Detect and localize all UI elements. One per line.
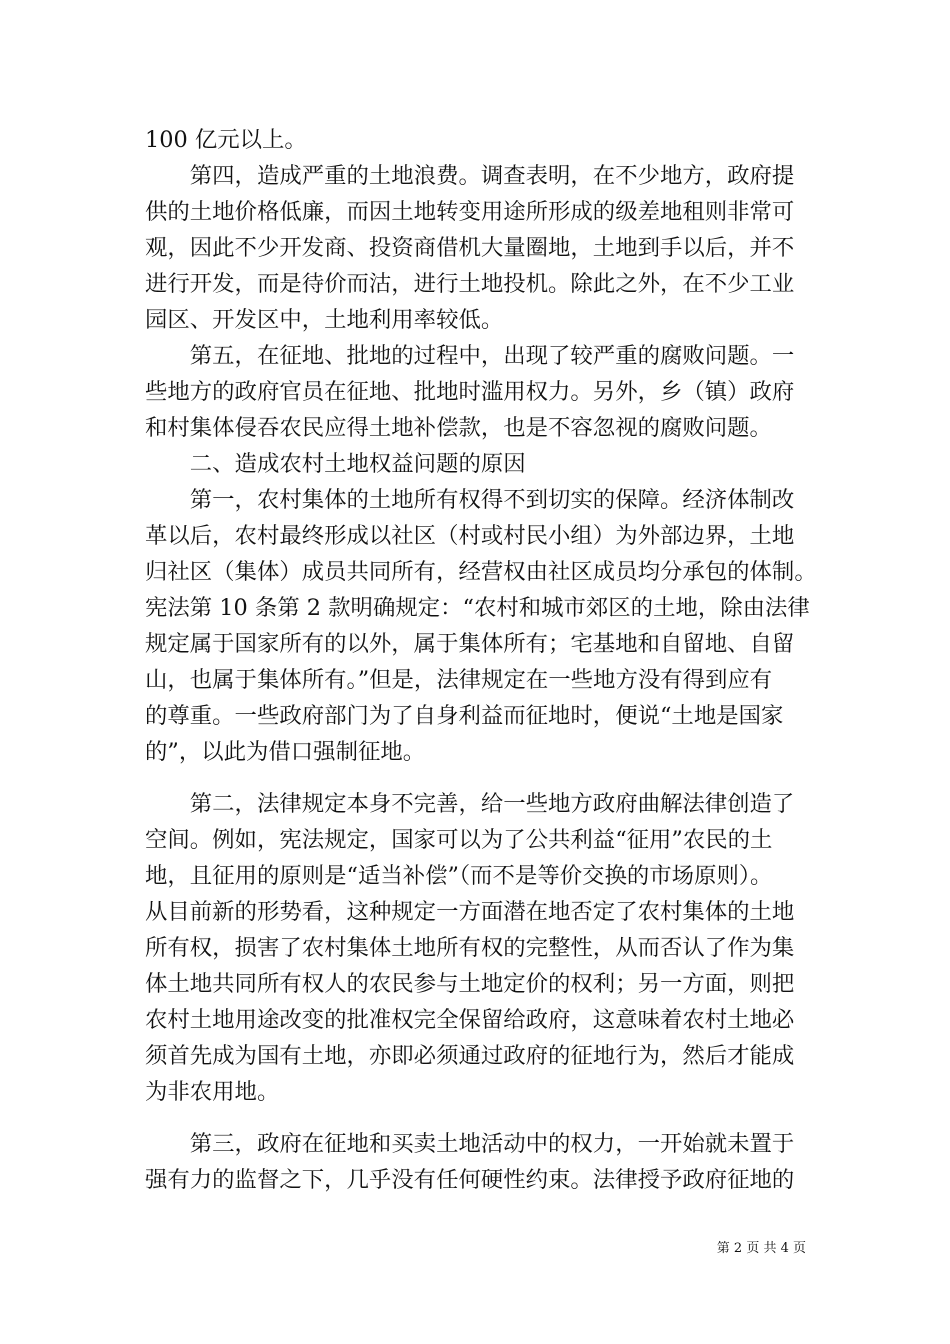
text-line: 农村土地用途改变的批准权完全保留给政府，这意味着农村土地必 bbox=[145, 1007, 795, 1033]
text-line: 供的土地价格低廉，而因土地转变用途所形成的级差地租则非常可 bbox=[145, 199, 795, 225]
text-line: 和村集体侵吞农民应得土地补偿款，也是不容忽视的腐败问题。 bbox=[145, 415, 772, 441]
text-line: 须首先成为国有土地，亦即必须通过政府的征地行为，然后才能成 bbox=[145, 1043, 795, 1069]
text-line: 空间。例如，宪法规定，国家可以为了公共利益“征用”农民的土 bbox=[145, 827, 773, 853]
text-line: 体土地共同所有权人的农民参与土地定价的权利；另一方面，则把 bbox=[145, 971, 795, 997]
text-line: 所有权，损害了农村集体土地所有权的完整性，从而否认了作为集 bbox=[145, 935, 795, 961]
page-number-footer: 第 2 页 共 4 页 bbox=[716, 1241, 806, 1256]
text-line: 为非农用地。 bbox=[145, 1079, 280, 1105]
text-line: 第三，政府在征地和买卖土地活动中的权力，一开始就未置于 bbox=[145, 1131, 795, 1157]
text-line: 的”，以此为借口强制征地。 bbox=[145, 739, 426, 765]
text-line: 的尊重。一些政府部门为了自身利益而征地时，便说“土地是国家 bbox=[145, 703, 784, 729]
text-line: 第五，在征地、批地的过程中，出现了较严重的腐败问题。一 bbox=[145, 343, 795, 369]
text-line: 地，且征用的原则是“适当补偿”（而不是等价交换的市场原则）。 bbox=[145, 863, 773, 889]
text-line: 革以后，农村最终形成以社区（村或村民小组）为外部边界，土地 bbox=[145, 523, 795, 549]
text-line: 进行开发，而是待价而沽，进行土地投机。除此之外，在不少工业 bbox=[145, 271, 795, 297]
text-line: 规定属于国家所有的以外，属于集体所有；宅基地和自留地、自留 bbox=[145, 631, 795, 657]
text-line: 第四，造成严重的土地浪费。调查表明，在不少地方，政府提 bbox=[145, 163, 795, 189]
text-line: 100 亿元以上。 bbox=[145, 127, 307, 153]
text-line: 些地方的政府官员在征地、批地时滥用权力。另外，乡（镇）政府 bbox=[145, 379, 795, 405]
text-line: 从目前新的形势看，这种规定一方面潜在地否定了农村集体的土地 bbox=[145, 899, 795, 925]
text-line: 观，因此不少开发商、投资商借机大量圈地，土地到手以后，并不 bbox=[145, 235, 795, 261]
text-line: 第二，法律规定本身不完善，给一些地方政府曲解法律创造了 bbox=[145, 791, 795, 817]
text-line: 归社区（集体）成员共同所有，经营权由社区成员均分承包的体制。 bbox=[145, 559, 817, 585]
text-line: 山，也属于集体所有。”但是，法律规定在一些地方没有得到应有 bbox=[145, 667, 773, 693]
text-line: 第一，农村集体的土地所有权得不到切实的保障。经济体制改 bbox=[145, 487, 795, 513]
text-line: 园区、开发区中，土地利用率较低。 bbox=[145, 307, 504, 333]
text-line: 强有力的监督之下，几乎没有任何硬性约束。法律授予政府征地的 bbox=[145, 1167, 795, 1193]
text-line: 宪法第 10 条第 2 款明确规定：“农村和城市郊区的土地，除由法律 bbox=[145, 595, 810, 621]
section-heading: 二、造成农村土地权益问题的原因 bbox=[145, 451, 526, 477]
